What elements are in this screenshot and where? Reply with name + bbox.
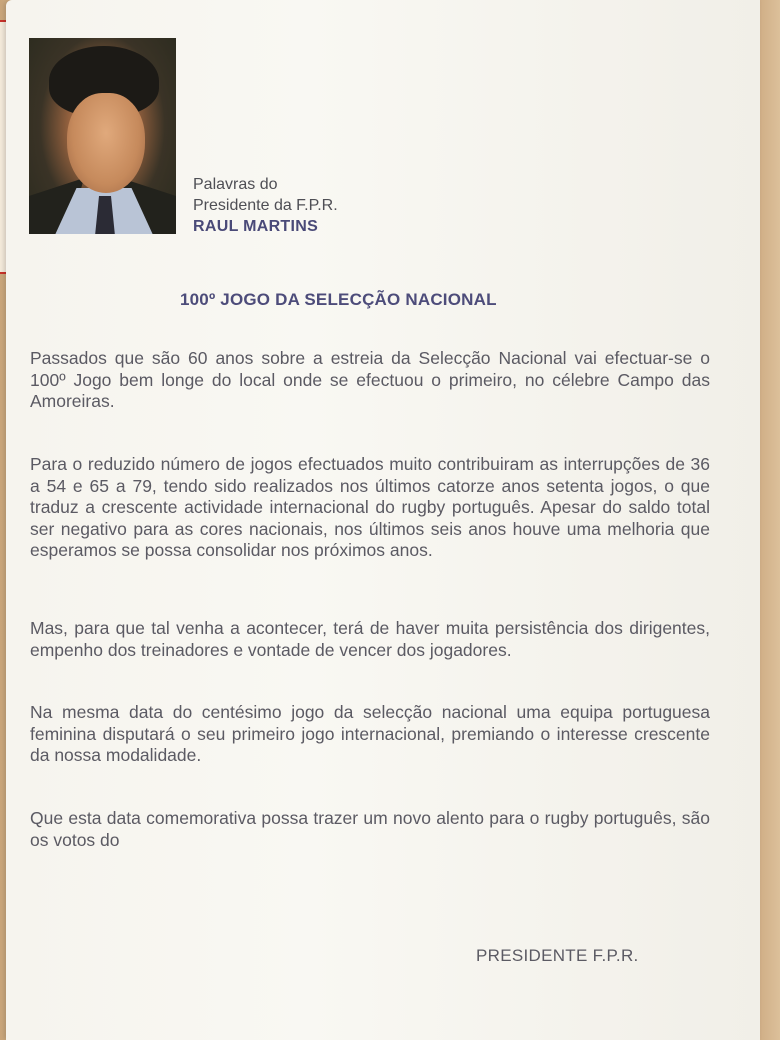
author-intro bbox=[193, 174, 338, 237]
portrait-face bbox=[67, 93, 145, 193]
paragraph-2: Para o reduzido número de jogos efectuados muito contribuiram as interrupções de 36 a 54 e 65 a 79, tendo sido realizados nos últimos catorze anos setenta jogos, o que traduz a crescente actividade internacional do rugby português. Apesar do saldo total ser negativo para as cores nacionais, nos últimos seis anos houve uma melhoria que esperamos se possa consolidar nos próximos anos. bbox=[30, 454, 710, 560]
president-portrait-photo bbox=[29, 38, 176, 234]
signature: PRESIDENTE F.P.R. bbox=[476, 946, 639, 965]
paragraph-5: Que esta data comemorativa possa trazer um novo alento para o rugby português, são os votos do bbox=[30, 808, 710, 850]
background-right bbox=[758, 0, 780, 1040]
intro-line-1: Palavras do bbox=[193, 176, 278, 193]
intro-line-2: Presidente da F.P.R. bbox=[193, 197, 338, 214]
paragraph-4: Na mesma data do centésimo jogo da selecção nacional uma equipa portuguesa feminina disputará o seu primeiro jogo internacional, premiando o interesse crescente da nossa modalidade. bbox=[30, 702, 710, 765]
paragraph-3: Mas, para que tal venha a acontecer, terá de haver muita persistência dos dirigentes, empenho dos treinadores e vontade de vencer dos jogadores. bbox=[30, 618, 710, 660]
author-name: RAUL MARTINS bbox=[193, 218, 319, 235]
article-heading: 100º JOGO DA SELECÇÃO NACIONAL bbox=[180, 290, 497, 309]
paragraph-1: Passados que são 60 anos sobre a estreia da Selecção Nacional vai efectuar-se o 100º Jogo bem longe do local onde se efectuou o primeiro, no célebre Campo das Amoreiras. bbox=[30, 348, 710, 411]
